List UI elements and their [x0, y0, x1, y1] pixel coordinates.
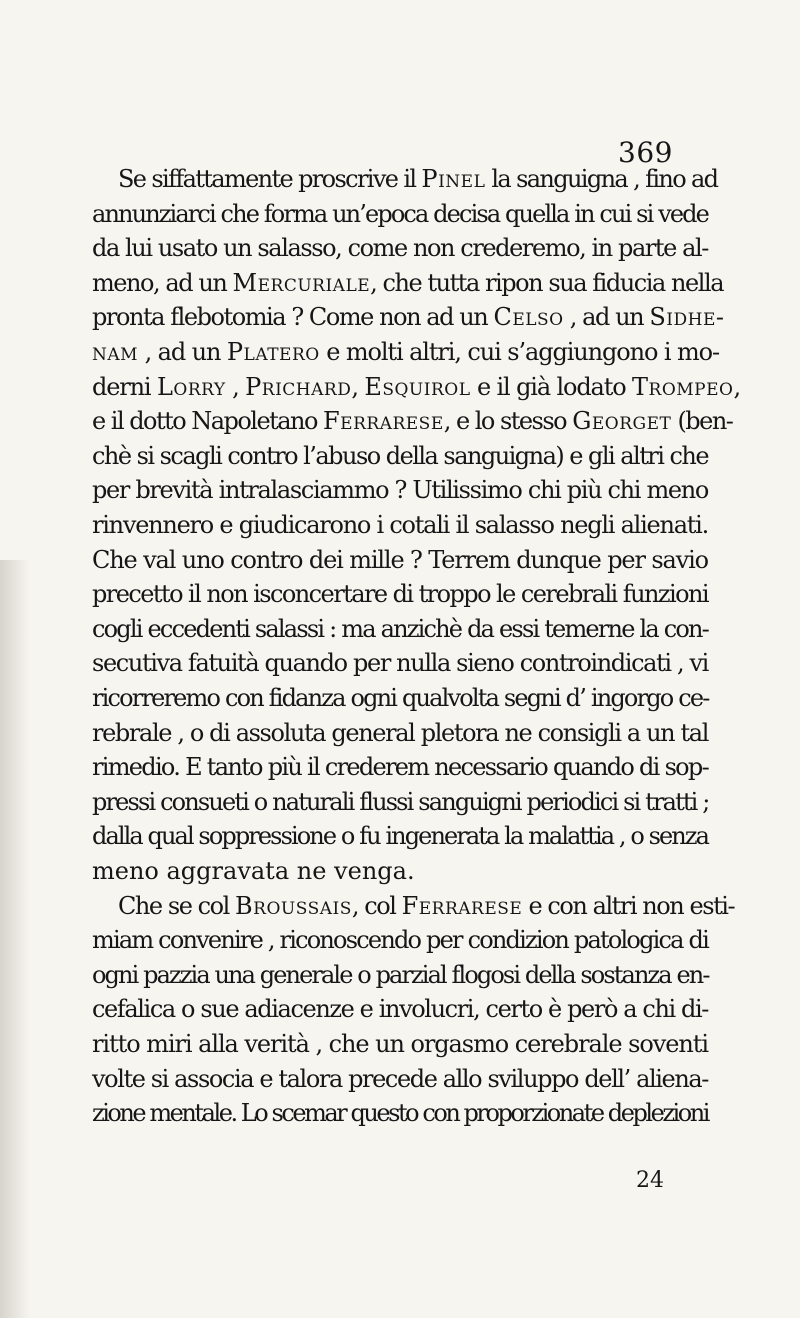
text-run: Che val uno contro dei mille ? Terrem dunque per savio [92, 545, 708, 574]
text-run: e il già lodato [470, 372, 633, 401]
text-line [92, 300, 724, 334]
text-run: e con altri non esti- [522, 891, 735, 920]
proper-name: Ferrarese [323, 407, 444, 436]
text-line [118, 162, 717, 196]
text-run: , [733, 372, 740, 401]
proper-name: Trompeo [632, 372, 734, 401]
text-run: ricorreremo con fidanza ogni qualvolta segni d’ ingorgo ce- [92, 684, 709, 712]
proper-name: Celso [493, 303, 564, 332]
text-line [92, 646, 708, 680]
text-run: annunziarci che forma un’epoca decisa quella in cui si vede [92, 199, 708, 228]
text-line [92, 716, 708, 750]
text-line [92, 958, 709, 992]
text-line [92, 681, 709, 715]
text-line [92, 404, 732, 438]
proper-name: nam [92, 338, 139, 366]
scan-shadow [0, 560, 30, 1318]
proper-name: Prichard [245, 372, 352, 401]
text-run: , [351, 372, 365, 401]
proper-name: Platero [226, 338, 320, 366]
text-run: , [225, 372, 246, 401]
proper-name: Lorry [156, 372, 226, 401]
text-line [92, 197, 708, 231]
text-run: , ad un [138, 338, 227, 366]
text-line [92, 508, 708, 542]
text-run: precetto il non isconcertare di troppo le cerebrali funzioni [92, 580, 708, 609]
text-line [92, 543, 708, 577]
text-line [92, 335, 719, 369]
text-line [92, 1096, 708, 1130]
text-run: , e lo stesso [443, 407, 573, 436]
text-run: zione mentale. Lo scemar questo con proporzionate deplezioni [92, 1099, 708, 1128]
text-run: per brevità intralasciammo ? Utilissimo chi più chi meno [92, 476, 708, 505]
text-line [92, 577, 708, 611]
text-run: rimedio. E tanto più il crederem necessario quando di sop- [92, 753, 708, 782]
text-run: rinvennero e giudicarono i cotali il salasso negli alienati. [92, 511, 708, 539]
text-line [92, 439, 708, 473]
text-run: e molti altri, cui s’aggiungono i mo- [319, 338, 719, 366]
text-run: derni [92, 372, 157, 401]
text-run: dalla qual soppressione o fu ingenerata la malattia , o senza [92, 822, 708, 851]
signature-mark: 24 [636, 1168, 664, 1193]
page-number: 369 [618, 136, 673, 169]
text-run: meno aggravata ne venga. [92, 857, 415, 885]
proper-name: Sidhe- [649, 303, 725, 332]
proper-name: Broussais [235, 891, 352, 920]
text-line [92, 370, 740, 404]
text-run: , col [351, 891, 402, 920]
text-run: da lui usato un salasso, come non crederemo, in parte al- [92, 234, 708, 263]
text-run: chè si scagli contro l’abuso della sanguigna) e gli altri che [92, 441, 708, 470]
text-run: Se siffattamente proscrive il [118, 165, 422, 193]
text-run: cefalica o sue adiacenze e involucri, certo è però a chi di- [92, 995, 709, 1024]
text-line [92, 819, 708, 853]
text-run: rebrale , o di assoluta general pletora ne consigli a un tal [92, 718, 709, 747]
text-line [92, 612, 708, 646]
text-line [92, 923, 708, 957]
text-line [92, 992, 708, 1026]
text-run: secutiva fatuità quando per nulla sieno controindicati , vi [92, 649, 708, 678]
text-line [92, 1062, 708, 1096]
text-run: Che se col [118, 891, 236, 920]
text-run: cogli eccedenti salassi : ma anzichè da essi temerne la con- [92, 614, 708, 643]
text-line [92, 1027, 708, 1061]
text-line [92, 473, 708, 507]
text-line [92, 854, 415, 888]
text-run: volte si associa e talora precede allo sviluppo dell’ aliena- [92, 1064, 708, 1093]
text-run: , che tutta ripon sua fiducia nella [370, 268, 724, 297]
text-line [92, 750, 708, 784]
text-run: meno, ad un [92, 268, 233, 297]
proper-name: Pinel [421, 165, 486, 193]
text-run: e il dotto Napoletano [92, 407, 324, 436]
text-run: ogni pazzia una generale o parzial flogosi della sostanza en- [92, 960, 709, 989]
text-run: la sanguigna , fino ad [485, 165, 718, 193]
text-line [92, 785, 709, 819]
text-run: pressi consueti o naturali flussi sanguigni periodici si tratti ; [92, 787, 709, 816]
text-line [92, 266, 723, 300]
proper-name: Ferrarese [401, 891, 523, 920]
text-run: pronta flebotomia ? Come non ad un [92, 303, 494, 332]
proper-name: Mercuriale [232, 268, 371, 297]
text-run: miam convenire , riconoscendo per condizion patologica di [92, 926, 708, 955]
proper-name: Georget [572, 407, 672, 436]
text-run: , ad un [563, 303, 650, 332]
text-line [118, 889, 734, 923]
text-run: ritto miri alla verità , che un orgasmo cerebrale soventi [92, 1030, 708, 1058]
text-line [92, 231, 708, 265]
proper-name: Esquirol [364, 372, 471, 401]
text-run: (ben- [671, 407, 733, 436]
